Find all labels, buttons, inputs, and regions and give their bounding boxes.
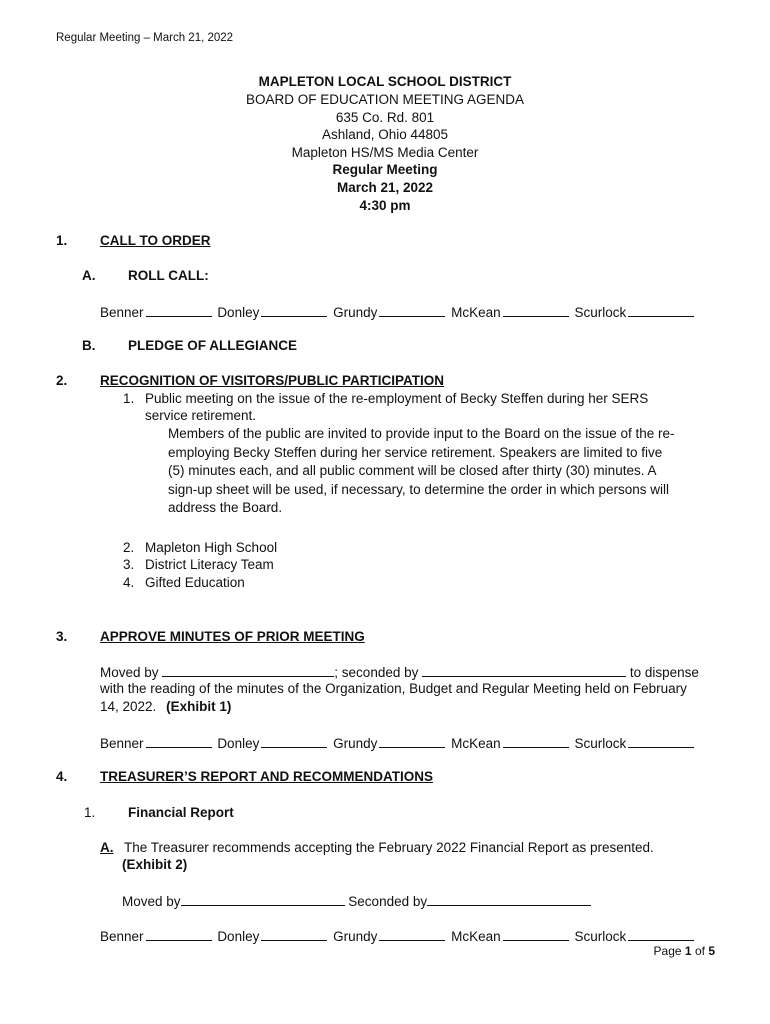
to-dispense-text: to dispense [629, 665, 699, 680]
vote-blank [628, 303, 694, 317]
vote-blank [146, 734, 212, 748]
section-2-number: 2. [56, 373, 68, 388]
section-4-title: TREASURER’S REPORT AND RECOMMENDATIONS [100, 769, 434, 784]
moved-by-label: Moved by [100, 665, 159, 680]
section-1b-letter: B. [82, 338, 96, 353]
meeting-type: Regular Meeting [332, 162, 438, 177]
section-2-item-2-text: Mapleton High School [145, 540, 278, 555]
section-4-number: 4. [56, 769, 68, 784]
note-line: Members of the public are invited to provide input to the Board on the issue of the re- [168, 426, 675, 441]
vote-blank [146, 303, 212, 317]
exhibit-1-label: (Exhibit 1) [166, 699, 232, 714]
section-2-item-4-text: Gifted Education [145, 575, 245, 590]
vote-blank [379, 303, 445, 317]
page-indicator [654, 944, 715, 958]
vote-name: Scurlock [574, 736, 627, 751]
vote-name: Benner [100, 305, 144, 320]
meeting-date: March 21, 2022 [336, 180, 434, 195]
section-2-item-1-line-2: service retirement. [145, 408, 257, 423]
section-1-title: CALL TO ORDER [100, 233, 211, 248]
meeting-location: Mapleton HS/MS Media Center [291, 145, 479, 160]
section-3-title: APPROVE MINUTES OF PRIOR MEETING [100, 629, 365, 644]
vote-name: Scurlock [574, 929, 627, 944]
treasurer-recommendation: The Treasurer recommends accepting the February 2022 Financial Report as presented. [124, 840, 654, 855]
vote-name: Benner [100, 736, 144, 751]
agenda-title: BOARD OF EDUCATION MEETING AGENDA [245, 92, 525, 107]
minutes-motion-line-2: with the reading of the minutes of the Organization, Budget and Regular Meeting held on February [100, 681, 687, 696]
seconded-by-blank [422, 663, 626, 677]
roll-call-vote-line-2 [100, 734, 696, 751]
roll-call-vote-line-3 [100, 927, 696, 944]
section-2-item-3-number: 3. [123, 557, 135, 572]
address-line-1: 635 Co. Rd. 801 [335, 110, 435, 125]
page-word: Page [653, 944, 682, 958]
vote-name: Grundy [333, 736, 378, 751]
vote-name: McKean [451, 305, 501, 320]
financial-report-title: Financial Report [128, 805, 234, 820]
vote-name: Scurlock [574, 305, 627, 320]
note-line: employing Becky Steffen during her service retirement. Speakers are limited to five [168, 444, 663, 460]
vote-blank [628, 927, 694, 941]
section-1-number: 1. [56, 233, 68, 248]
section-4a-letter: A. [100, 840, 114, 855]
note-line: address the Board. [168, 500, 283, 515]
seconded-by-label: ; seconded by [334, 665, 419, 680]
running-header: Regular Meeting – March 21, 2022 [56, 32, 234, 44]
minutes-motion-line-3 [100, 699, 231, 714]
moved-by-label: Moved by [122, 894, 181, 909]
section-2-item-2-number: 2. [123, 540, 135, 555]
vote-blank [503, 927, 569, 941]
section-2-item-1-number: 1. [123, 391, 135, 406]
page-number: 1 [684, 944, 692, 958]
vote-blank [261, 303, 327, 317]
section-3-number: 3. [56, 629, 68, 644]
vote-name: Benner [100, 929, 144, 944]
vote-name: Donley [217, 305, 260, 320]
section-2-item-4-number: 4. [123, 575, 135, 590]
vote-blank [628, 734, 694, 748]
vote-name: Donley [217, 736, 260, 751]
vote-blank [503, 303, 569, 317]
section-4-sub-number: 1. [84, 805, 96, 820]
vote-name: McKean [451, 929, 501, 944]
vote-name: Grundy [333, 305, 378, 320]
seconded-by-blank [427, 892, 591, 906]
vote-name: Donley [217, 929, 260, 944]
page-total: 5 [708, 944, 715, 958]
vote-blank [146, 927, 212, 941]
district-name: MAPLETON LOCAL SCHOOL DISTRICT [258, 74, 512, 89]
address-line-2: Ashland, Ohio 44805 [321, 127, 449, 142]
vote-name: Grundy [333, 929, 378, 944]
moved-by-blank [181, 892, 345, 906]
section-1a-title: ROLL CALL: [128, 268, 209, 283]
section-2-title: RECOGNITION OF VISITORS/PUBLIC PARTICIPATION [100, 373, 445, 388]
vote-blank [379, 927, 445, 941]
section-1b-title: PLEDGE OF ALLEGIANCE [128, 338, 298, 353]
note-line: sign-up sheet will be used, if necessary, to determine the order in which persons will [168, 481, 669, 497]
of-word: of [694, 944, 705, 958]
moved-by-blank [162, 663, 334, 677]
meeting-time: 4:30 pm [359, 198, 411, 213]
minutes-motion-line-1 [100, 663, 699, 680]
vote-blank [503, 734, 569, 748]
financial-motion-line [122, 892, 591, 909]
section-2-item-3-text: District Literacy Team [145, 557, 274, 572]
vote-blank [379, 734, 445, 748]
exhibit-2-label: (Exhibit 2) [122, 857, 188, 872]
vote-blank [261, 927, 327, 941]
seconded-by-label: Seconded by [348, 894, 428, 909]
section-1a-letter: A. [82, 268, 96, 283]
vote-blank [261, 734, 327, 748]
public-comment-note [168, 425, 675, 518]
section-2-item-1-line-1: Public meeting on the issue of the re-employment of Becky Steffen during her SERS [145, 391, 649, 406]
note-line: (5) minutes each, and all public comment will be closed after thirty (30) minutes. A [168, 463, 657, 478]
minutes-date: 14, 2022. [100, 699, 157, 714]
roll-call-vote-line-1 [100, 303, 696, 320]
vote-name: McKean [451, 736, 501, 751]
